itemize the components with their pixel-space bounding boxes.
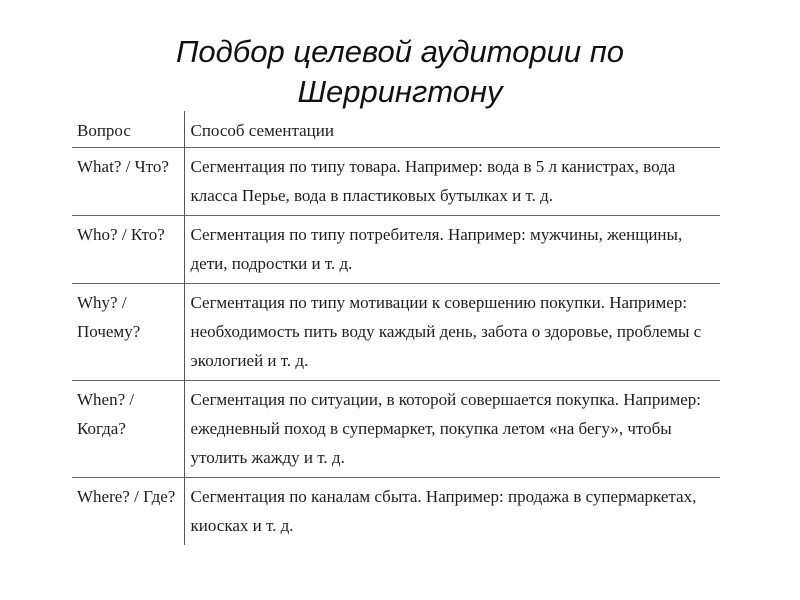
table-row — [72, 381, 720, 478]
row-answer: Сегментация по каналам сбыта. Например: продажа в супермаркетах, киосках и т. д. — [184, 478, 720, 546]
row-question: Why? / Почему? — [72, 284, 184, 381]
table-header-row — [72, 111, 720, 148]
row-answer: Сегментация по ситуации, в которой совершается покупка. Например: ежедневный поход в супермаркет, покупка летом «на бегу», чтобы утолить жажду и т. д. — [184, 381, 720, 478]
row-question: Where? / Где? — [72, 478, 184, 546]
row-question: Who? / Кто? — [72, 216, 184, 284]
row-question: What? / Что? — [72, 148, 184, 216]
header-question: Вопрос — [72, 111, 184, 148]
row-answer: Сегментация по типу мотивации к совершению покупки. Например: необходимость пить воду каждый день, забота о здоровье, проблемы с экологией и т. д. — [184, 284, 720, 381]
segmentation-table — [72, 111, 720, 545]
title-line-1: Подбор целевой аудитории по — [175, 34, 625, 69]
row-answer: Сегментация по типу товара. Например: вода в 5 л канистрах, вода класса Перье, вода в пластиковых бутылках и т. д. — [184, 148, 720, 216]
table-row — [72, 148, 720, 216]
title-line-2: Шеррингтону — [297, 74, 503, 109]
row-question: When? / Когда? — [72, 381, 184, 478]
table-row — [72, 216, 720, 284]
row-answer: Сегментация по типу потребителя. Например: мужчины, женщины, дети, подростки и т. д. — [184, 216, 720, 284]
slide-title — [0, 32, 800, 112]
header-method: Способ сементации — [190, 121, 334, 140]
table-row — [72, 478, 720, 546]
table-row — [72, 284, 720, 381]
